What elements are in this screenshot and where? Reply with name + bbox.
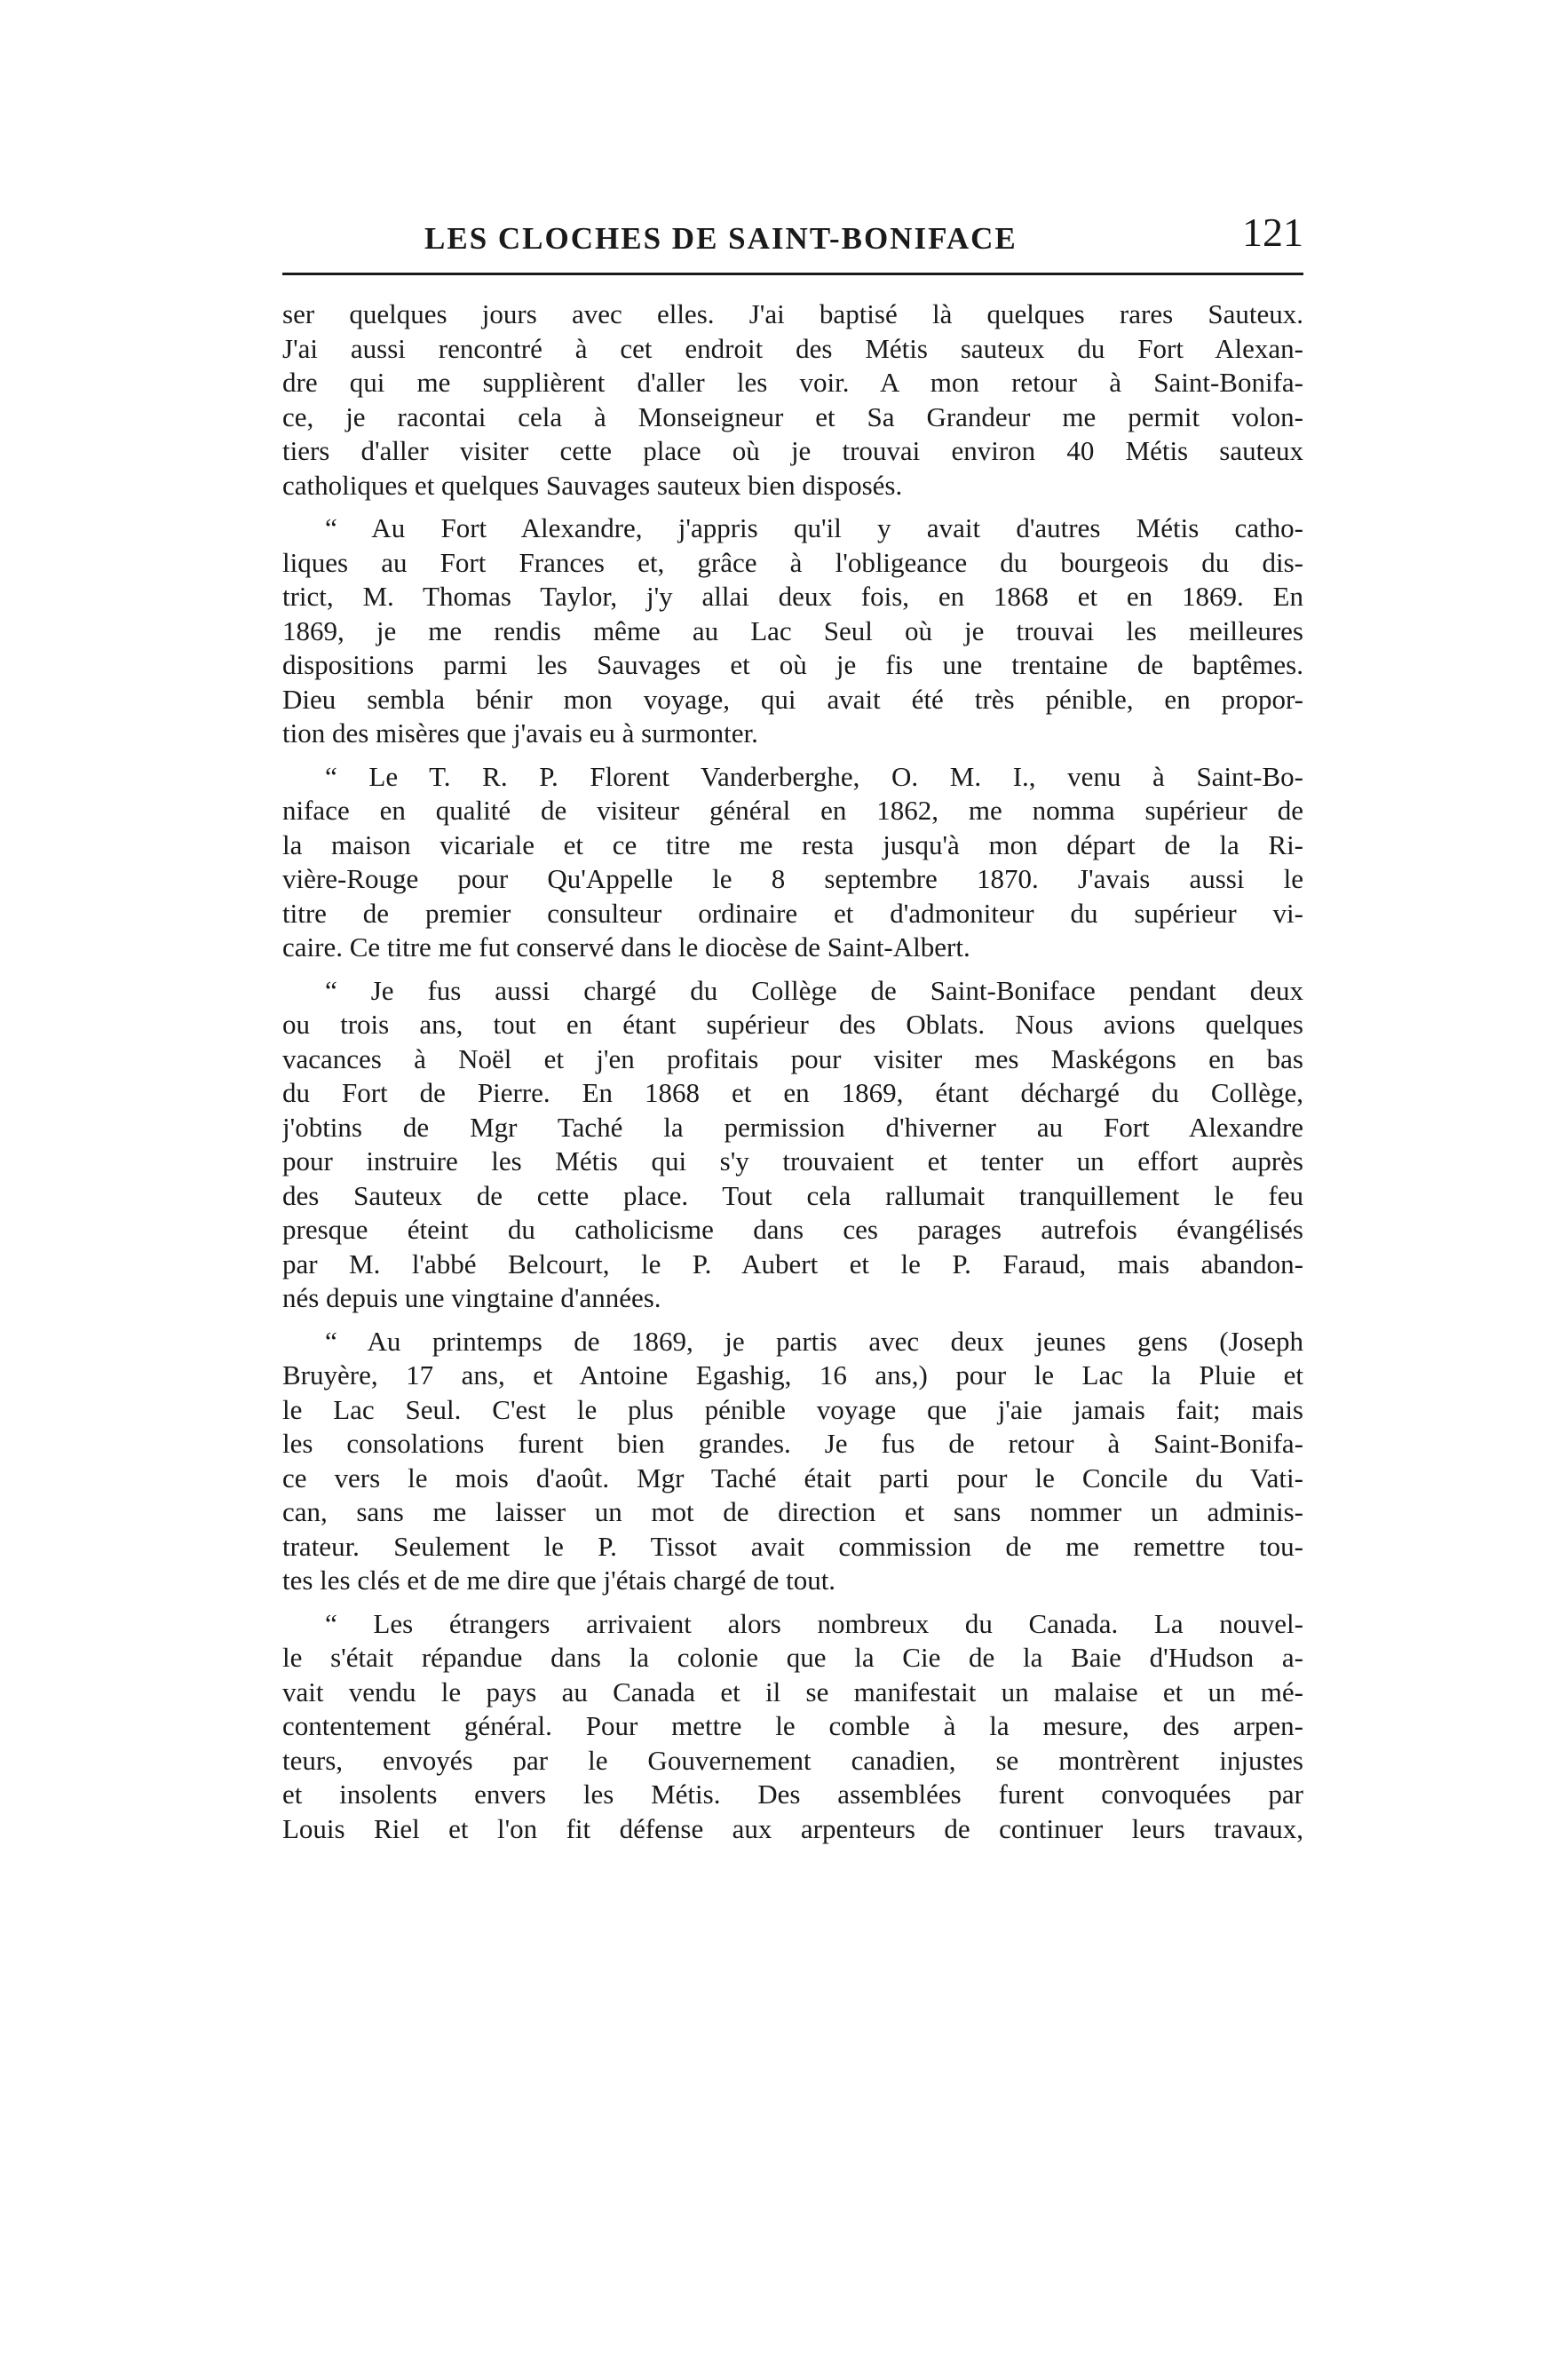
paragraph: [282, 297, 1303, 503]
text-line: la maison vicariale et ce titre me resta jusqu'à mon départ de la Ri-: [282, 828, 1303, 860]
text-line: vait vendu le pays au Canada et il se manifestait un malaise et un mé-: [282, 1676, 1303, 1707]
paragraph-gap: [282, 965, 1303, 974]
text-line: nés depuis une vingtaine d'années.: [282, 1282, 661, 1313]
page-number: 121: [1242, 210, 1303, 255]
text-line: tes les clés et de me dire que j'étais chargé de tout.: [282, 1565, 836, 1596]
paragraph: [282, 760, 1303, 965]
text-line: trict, M. Thomas Taylor, j'y allai deux fois, en 1868 et en 1869. En: [282, 581, 1303, 612]
text-line: “ Au printemps de 1869, je partis avec deux jeunes gens (Joseph: [325, 1325, 1303, 1357]
text-line: par M. l'abbé Belcourt, le P. Aubert et le P. Faraud, mais abandon-: [282, 1248, 1303, 1280]
text-line: dispositions parmi les Sauvages et où je fis une trentaine de baptêmes.: [282, 649, 1303, 680]
text-line: catholiques et quelques Sauvages sauteux bien disposés.: [282, 469, 903, 501]
text-line: liques au Fort Frances et, grâce à l'obligeance du bourgeois du dis-: [282, 546, 1303, 578]
text-line: 1869, je me rendis même au Lac Seul où je trouvai les meilleures: [282, 614, 1303, 646]
paragraph-gap: [282, 503, 1303, 511]
text-line: les consolations furent bien grandes. Je fus de retour à Saint-Bonifa-: [282, 1428, 1303, 1459]
running-title: LES CLOCHES DE SAINT-BONIFACE: [424, 221, 1018, 256]
text-line: le Lac Seul. C'est le plus pénible voyage que j'aie jamais fait; mais: [282, 1393, 1303, 1425]
text-line: “ Les étrangers arrivaient alors nombreux du Canada. La nouvel-: [325, 1607, 1303, 1639]
text-line: ce, je racontai cela à Monseigneur et Sa Grandeur me permit volon-: [282, 400, 1303, 432]
running-head: [282, 209, 1303, 271]
text-line: Louis Riel et l'on fit défense aux arpenteurs de continuer leurs travaux,: [282, 1812, 1303, 1844]
text-line: tiers d'aller visiter cette place où je trouvai environ 40 Métis sauteux: [282, 435, 1303, 466]
text-line: trateur. Seulement le P. Tissot avait commission de me remettre tou-: [282, 1530, 1303, 1562]
text-line: can, sans me laisser un mot de direction et sans nommer un adminis-: [282, 1496, 1303, 1527]
text-line: tion des misères que j'avais eu à surmonter.: [282, 717, 758, 749]
text-line: pour instruire les Métis qui s'y trouvaient et tenter un effort auprès: [282, 1145, 1303, 1177]
text-line: Bruyère, 17 ans, et Antoine Egashig, 16 ans,) pour le Lac la Pluie et: [282, 1359, 1303, 1390]
text-line: et insolents envers les Métis. Des assemblées furent convoquées par: [282, 1779, 1303, 1810]
paragraph-gap: [282, 1598, 1303, 1607]
text-line: ou trois ans, tout en étant supérieur des Oblats. Nous avions quelques: [282, 1009, 1303, 1040]
text-line: ce vers le mois d'août. Mgr Taché était parti pour le Concile du Vati-: [282, 1462, 1303, 1493]
text-line: contentement général. Pour mettre le comble à la mesure, des arpen-: [282, 1710, 1303, 1741]
text-line: presque éteint du catholicisme dans ces parages autrefois évangélisés: [282, 1214, 1303, 1245]
text-line: Dieu sembla bénir mon voyage, qui avait été très pénible, en propor-: [282, 683, 1303, 715]
body-text: [282, 297, 1303, 1846]
paragraph: [282, 511, 1303, 751]
text-line: vière-Rouge pour Qu'Appelle le 8 septembre 1870. J'avais aussi le: [282, 863, 1303, 894]
text-line: niface en qualité de visiteur général en 1862, me nomma supérieur de: [282, 795, 1303, 826]
text-line: titre de premier consulteur ordinaire et d'admoniteur du supérieur vi-: [282, 897, 1303, 929]
text-line: “ Le T. R. P. Florent Vanderberghe, O. M. I., venu à Saint-Bo-: [325, 760, 1303, 792]
paragraph: [282, 1325, 1303, 1598]
text-line: J'ai aussi rencontré à cet endroit des Métis sauteux du Fort Alexan-: [282, 332, 1303, 364]
text-line: des Sauteux de cette place. Tout cela rallumait tranquillement le feu: [282, 1179, 1303, 1211]
text-line: dre qui me supplièrent d'aller les voir. A mon retour à Saint-Bonifa-: [282, 367, 1303, 398]
paragraph: [282, 1607, 1303, 1847]
text-line: j'obtins de Mgr Taché la permission d'hiverner au Fort Alexandre: [282, 1111, 1303, 1143]
text-line: du Fort de Pierre. En 1868 et en 1869, étant déchargé du Collège,: [282, 1077, 1303, 1108]
paragraph-gap: [282, 1316, 1303, 1325]
text-line: caire. Ce titre me fut conservé dans le diocèse de Saint-Albert.: [282, 931, 970, 963]
text-line: “ Je fus aussi chargé du Collège de Saint-Boniface pendant deux: [325, 974, 1303, 1006]
text-line: ser quelques jours avec elles. J'ai baptisé là quelques rares Sauteux.: [282, 298, 1303, 329]
paragraph-gap: [282, 751, 1303, 760]
header-rule: [282, 273, 1303, 275]
text-line: “ Au Fort Alexandre, j'appris qu'il y avait d'autres Métis catho-: [325, 512, 1303, 543]
text-line: le s'était répandue dans la colonie que la Cie de la Baie d'Hudson a-: [282, 1642, 1303, 1673]
text-line: teurs, envoyés par le Gouvernement canadien, se montrèrent injustes: [282, 1744, 1303, 1776]
text-line: vacances à Noël et j'en profitais pour visiter mes Maskégons en bas: [282, 1042, 1303, 1074]
paragraph: [282, 974, 1303, 1316]
